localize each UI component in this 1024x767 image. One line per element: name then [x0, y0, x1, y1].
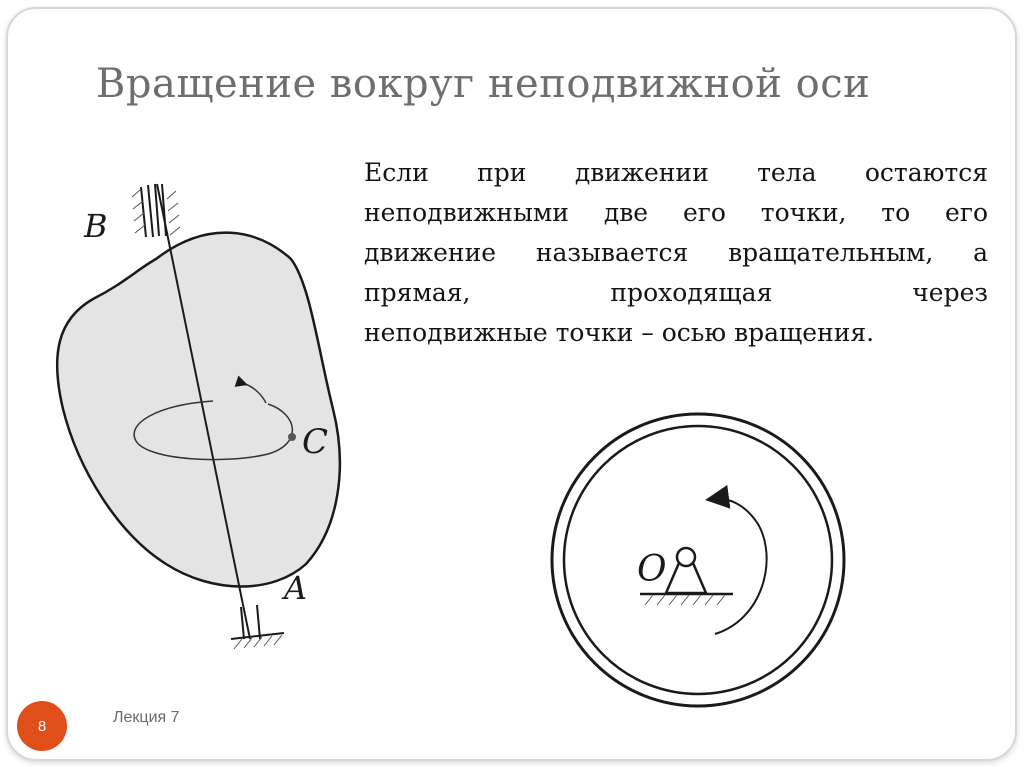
- rotating-disk-figure: [533, 409, 863, 711]
- lecture-label: Лекция 7: [113, 709, 180, 726]
- paragraph-line: неподвижными две его точки, то его: [364, 198, 988, 227]
- label-a: A: [284, 569, 308, 607]
- pivot-hinge: [677, 548, 695, 566]
- paragraph-line: движение называется вращательным, а: [364, 238, 988, 267]
- rigid-body-shape: [57, 233, 340, 587]
- center-of-mass-point: [288, 433, 296, 441]
- label-o: O: [637, 549, 667, 590]
- paragraph-line: Если при движении тела остаются: [364, 158, 988, 187]
- disk-inner-rim: [564, 426, 832, 694]
- disk-outer-rim: [552, 414, 844, 706]
- paragraph-line: неподвижные точки – осью вращения.: [364, 318, 875, 347]
- label-c: C: [302, 422, 329, 462]
- slide-title: Вращение вокруг неподвижной оси: [96, 61, 871, 107]
- definition-paragraph: [364, 153, 988, 353]
- label-b: B: [84, 207, 108, 245]
- page-number-badge: 8: [17, 701, 67, 751]
- disk-rotation-arrow: [713, 499, 767, 634]
- rotating-body-figure: [48, 169, 358, 669]
- pivot-support: [666, 563, 706, 593]
- paragraph-line: прямая, проходящая через: [364, 278, 988, 307]
- lower-bearing: [231, 605, 284, 639]
- ground-hatch: [645, 595, 725, 605]
- slide: [6, 7, 1017, 761]
